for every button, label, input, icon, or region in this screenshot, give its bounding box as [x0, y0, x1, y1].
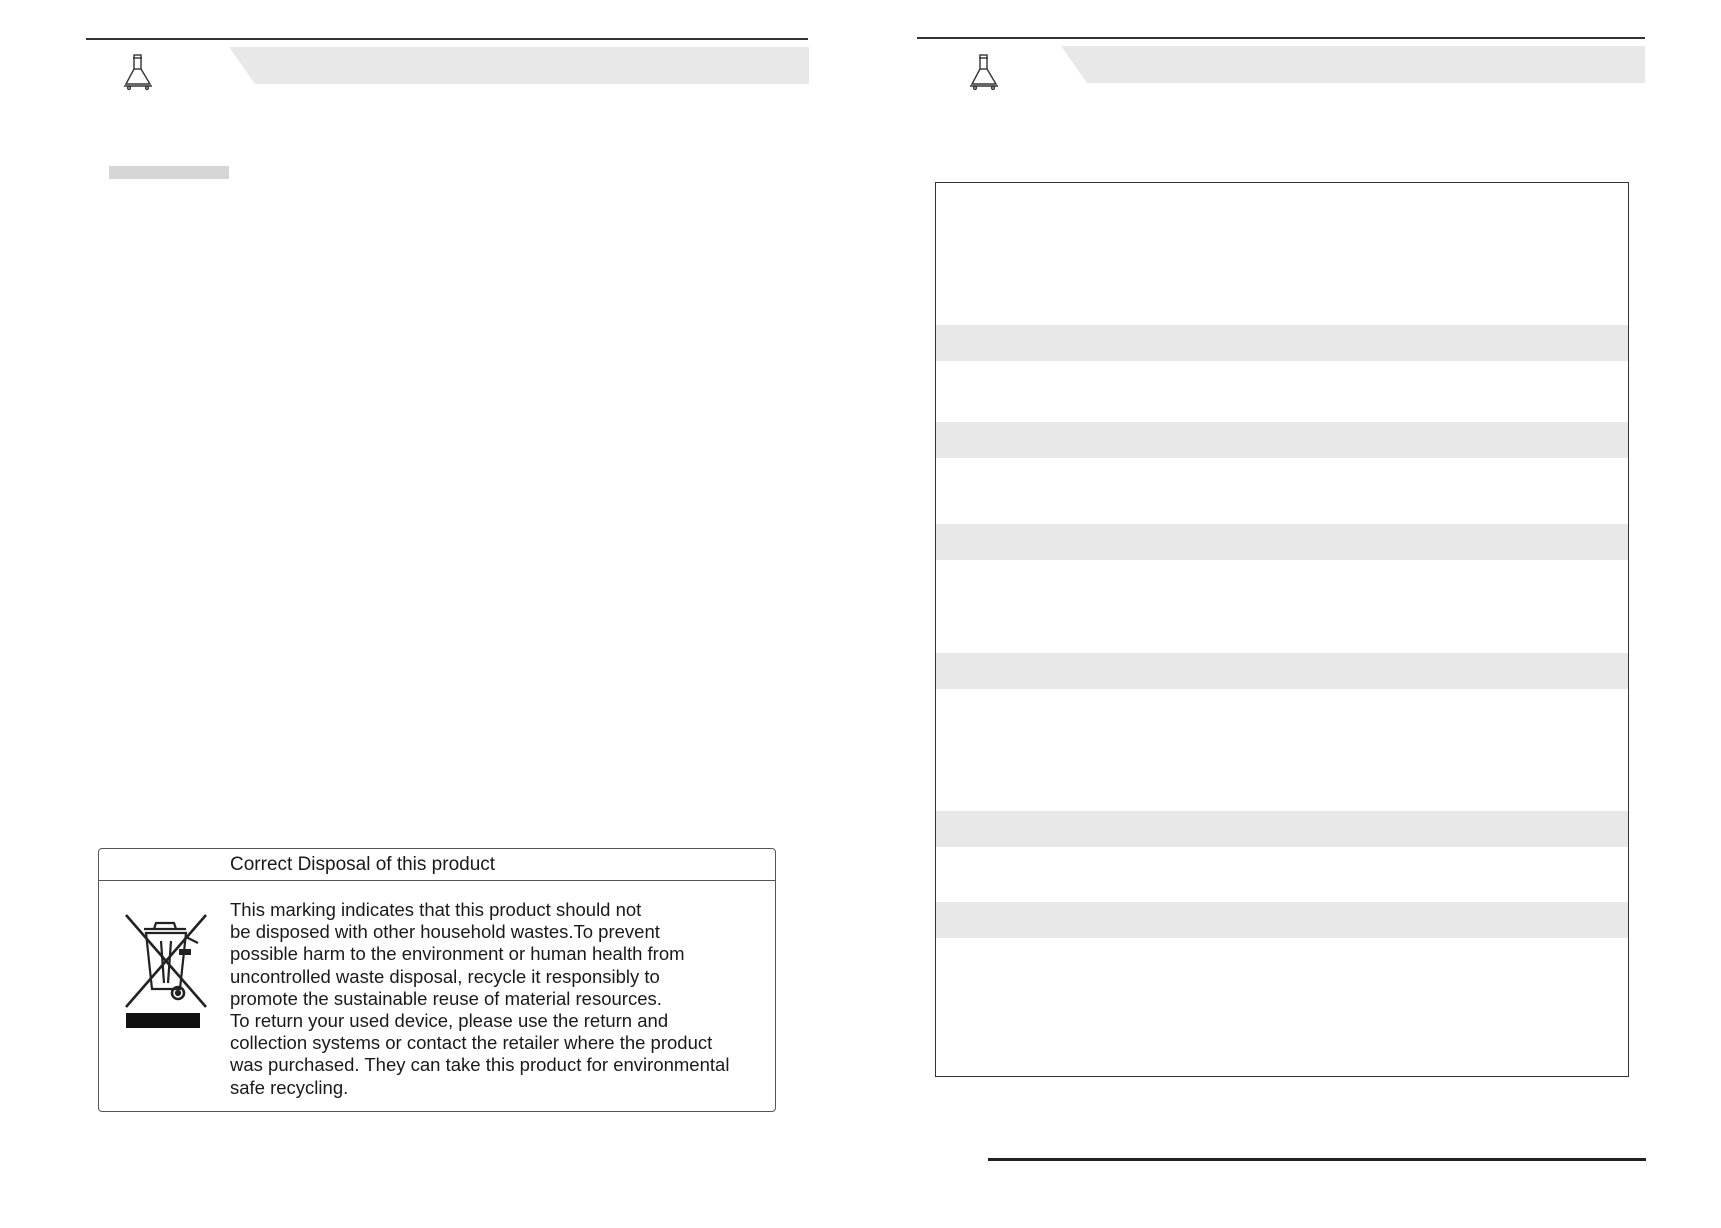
table-row-band	[936, 902, 1628, 938]
specification-table	[935, 182, 1629, 1077]
disposal-line: possible harm to the environment or human health from	[230, 943, 685, 965]
right-header-rule	[917, 37, 1645, 39]
disposal-divider	[99, 880, 775, 881]
disposal-line: This marking indicates that this product should not	[230, 899, 642, 920]
disposal-line: was purchased. They can take this product for environmental	[230, 1054, 730, 1076]
table-row-band	[936, 422, 1628, 458]
footer-rule	[988, 1158, 1646, 1161]
disposal-notice	[98, 848, 776, 1112]
left-header-band	[229, 47, 809, 84]
left-header-rule	[86, 38, 808, 40]
disposal-title: Correct Disposal of this product	[230, 854, 496, 875]
table-row-band	[936, 524, 1628, 560]
crossed-out-wheelie-bin-icon	[116, 907, 216, 1029]
table-row-band	[936, 811, 1628, 847]
cooker-hood-icon	[120, 52, 156, 92]
disposal-line: be disposed with other household wastes.To prevent	[230, 921, 660, 943]
disposal-line: uncontrolled waste disposal, recycle it responsibly to	[230, 965, 660, 987]
right-header-band	[1061, 46, 1645, 83]
disposal-line: collection systems or contact the retailer where the product	[230, 1032, 713, 1054]
disposal-body	[230, 899, 775, 1099]
disposal-line: safe recycling.	[230, 1076, 349, 1098]
cooker-hood-icon	[966, 52, 1002, 92]
table-row-band	[936, 325, 1628, 361]
section-marker-bar	[109, 166, 229, 179]
disposal-line: promote the sustainable reuse of material resources.	[230, 987, 662, 1009]
disposal-line: To return your used device, please use the return and	[230, 1010, 669, 1032]
table-row-band	[936, 653, 1628, 689]
